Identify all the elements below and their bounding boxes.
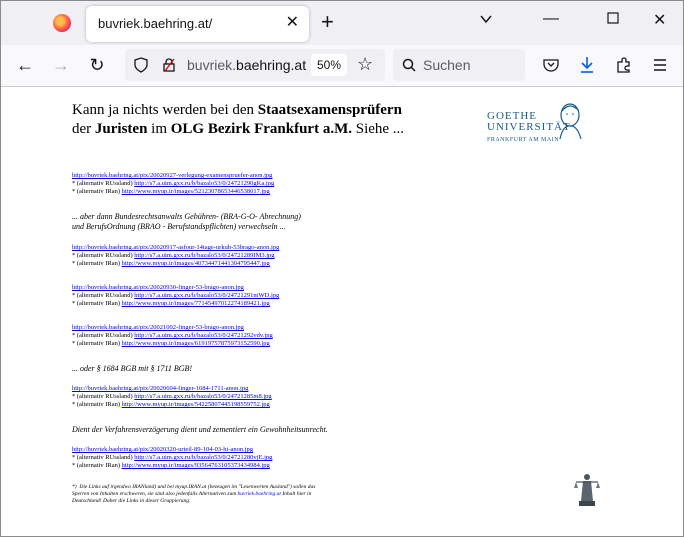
alt-label: * (alternativ RUssland)	[72, 180, 135, 187]
footnote-text: Deutschland! Daher die Links in dieser Gruppierung.	[72, 498, 191, 504]
new-tab-icon[interactable]: +	[321, 9, 334, 34]
footnote-marker: *)	[72, 484, 77, 490]
link-group-1	[72, 172, 274, 196]
link-ir[interactable]: http://www.myup.ir/images/52123078653446538017.jpg	[121, 188, 270, 195]
heading-text: Siehe ...	[351, 121, 405, 137]
alt-label: * (alternativ RUssland)	[72, 332, 135, 339]
note-line: und BerufsOrdnung (BRAO - Berufstandspflichten) verwechseln ...	[72, 222, 286, 231]
heading-bold: Staatsexamensprüfern	[257, 102, 402, 118]
close-tab-icon[interactable]: ✕	[285, 14, 299, 31]
link-ir[interactable]: http://www.myup.ir/images/54225807445198559752.jpg	[121, 401, 270, 408]
download-icon[interactable]	[579, 56, 595, 74]
link-group-4	[72, 324, 273, 348]
goethe-portrait-icon	[555, 101, 585, 141]
chevron-down-icon[interactable]	[479, 12, 493, 26]
logo-line-2: UNIVERSITÄT	[487, 121, 571, 133]
link-ru[interactable]: http://s7.a.uim.gxx.ru/b/bazalo53/0/24721280vjE.jpg	[134, 454, 273, 461]
note-verzoegerung: Dient der Verfahrensverzögerung dient und zementiert ein Gewohnheitsunrecht.	[72, 425, 328, 434]
close-window-icon[interactable]: ✕	[653, 12, 667, 29]
bookmark-star-icon[interactable]: ☆	[357, 54, 374, 74]
link-main[interactable]: http://buvriek.baehring.at/pix/20020927-verlegung-examenspruefer-anon.jpg	[72, 172, 273, 179]
heading-text: im	[147, 121, 171, 137]
link-main[interactable]: http://buvriek.baehring.at/pix/20020917-asfour-14tage-urkub-53brago-anon.jpg	[72, 244, 280, 251]
maximize-icon[interactable]	[607, 11, 619, 29]
heading-text: der	[72, 121, 95, 137]
alt-label: * (alternativ RUssland)	[72, 393, 135, 400]
link-ir[interactable]: http://www.myup.ir/images/61919757875973152590.jpg	[121, 340, 270, 347]
page-info-icon[interactable]	[161, 57, 177, 73]
forward-icon[interactable]: →	[52, 55, 70, 75]
alt-label: * (alternativ IRan)	[72, 401, 122, 408]
footnote-text: Die Links auf irgendwo IRANland) und bei myup.IRAN.at (bezeugen im "Lesenwerten Ausland") sollen das	[79, 484, 316, 490]
page-heading	[72, 101, 404, 139]
search-placeholder: Suchen	[423, 57, 471, 73]
zoom-badge[interactable]: 50%	[311, 54, 347, 76]
nav-bar	[1, 45, 683, 87]
footnote-text: Inhalt hier in	[280, 491, 312, 497]
justitia-statue-icon	[573, 471, 601, 507]
footnote-text: Sperren von Inhalten erschweren, sie sind also jedenfalls Alternativen zum	[72, 491, 238, 497]
link-group-3	[72, 284, 279, 308]
link-main[interactable]: http://buvriek.baehring.at/pix/20020604-finger-1684-1711-anon.jpg	[72, 385, 249, 392]
reload-icon[interactable]: ↻	[89, 55, 105, 75]
note-line: ... aber dann Bundesrechtsanwalts Gebühren- (BRA-G-O- Abrechnung)	[72, 212, 301, 221]
footnote-link[interactable]: buvriek.baehring.at	[237, 491, 281, 497]
link-main[interactable]: http://buvriek.baehring.at/pix/20021002-finger-53-brago-anon.jpg	[72, 324, 244, 331]
alt-label: * (alternativ RUssland)	[72, 252, 135, 259]
alt-label: * (alternativ IRan)	[72, 260, 122, 267]
link-ru[interactable]: http://s7.a.uim.gxx.ru/b/bazalo53/0/24721291mWD.jpg	[134, 292, 280, 299]
link-ir[interactable]: http://www.myup.ir/images/93564763105373434984.jpg	[121, 462, 270, 469]
heading-bold: Juristen	[94, 121, 148, 137]
alt-label: * (alternativ IRan)	[72, 188, 122, 195]
tab-title: buvriek.baehring.at/	[98, 16, 213, 31]
link-ru[interactable]: http://s7.a.uim.gxx.ru/b/bazalo53/0/24721285m8.jpg	[134, 393, 272, 400]
shield-icon[interactable]	[133, 57, 149, 73]
link-main[interactable]: http://buvriek.baehring.at/pix/20020930-finger-53-brago-anon.jpg	[72, 284, 244, 291]
url-text[interactable]	[187, 57, 306, 73]
alt-label: * (alternativ IRan)	[72, 462, 122, 469]
url-bar[interactable]	[125, 49, 385, 81]
alt-label: * (alternativ IRan)	[72, 300, 122, 307]
alt-label: * (alternativ IRan)	[72, 340, 122, 347]
alt-label: * (alternativ RUssland)	[72, 454, 135, 461]
logo-line-3: FRANKFURT AM MAIN	[487, 137, 560, 143]
link-group-5	[72, 385, 272, 409]
pocket-icon[interactable]	[543, 58, 559, 72]
link-ru[interactable]: http://s7.a.uim.gxx.ru/b/bazalo53/0/24721292vdv.jpg	[134, 332, 273, 339]
search-icon	[402, 58, 416, 72]
footnote	[72, 484, 432, 505]
link-ir[interactable]: http://www.myup.ir/images/77145497012274189421.jpg	[121, 300, 270, 307]
extensions-icon[interactable]	[615, 56, 633, 74]
link-main[interactable]: http://buvriek.baehring.at/pix/20020320-urteil-89-104-03-hi-anon.jpg	[72, 446, 254, 453]
link-ir[interactable]: http://www.myup.ir/images/40734471441304795447.jpg	[121, 260, 270, 267]
url-prefix: buvriek.	[187, 57, 237, 73]
tab-active[interactable]	[86, 6, 309, 42]
menu-icon[interactable]	[653, 58, 667, 72]
back-icon[interactable]: ←	[16, 55, 34, 75]
heading-text: Kann ja nichts werden bei den	[72, 102, 258, 118]
link-group-6	[72, 446, 272, 470]
minimize-icon[interactable]: —	[543, 10, 559, 27]
link-ru[interactable]: http://s7.a.uim.gxx.ru/b/bazalo53/0/24721290gKa.jpg	[134, 180, 275, 187]
goethe-university-logo	[487, 101, 587, 161]
url-domain: baehring.at	[236, 57, 307, 73]
firefox-icon[interactable]	[53, 14, 71, 32]
page-content	[1, 87, 683, 537]
note-bgb: ... oder § 1684 BGB mit § 1711 BGB!	[72, 364, 193, 373]
note-brago	[72, 212, 301, 232]
search-bar[interactable]	[393, 49, 525, 81]
link-ru[interactable]: http://s7.a.uim.gxx.ru/b/bazalo53/0/24721289IM3.jpg	[134, 252, 275, 259]
alt-label: * (alternativ RUssland)	[72, 292, 135, 299]
link-group-2	[72, 244, 279, 268]
tab-strip	[1, 1, 683, 45]
logo-line-1: GOETHE	[487, 110, 537, 122]
heading-bold: OLG Bezirk Frankfurt a.M.	[170, 121, 352, 137]
